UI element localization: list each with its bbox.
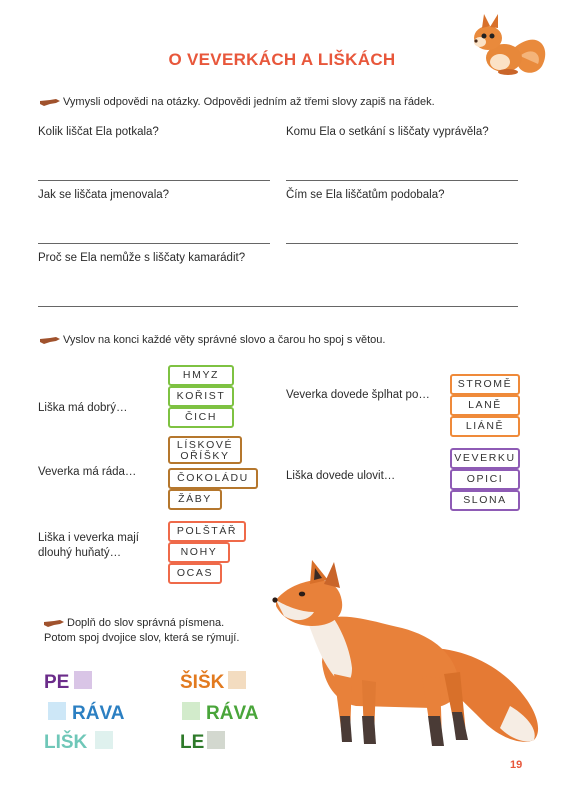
answer-line-4[interactable] [286,243,518,244]
option-opici[interactable]: OPICI [450,469,520,490]
section1-instruction: Vymysli odpovědi na otázky. Odpovědi jedním až třemi slovy zapiš na řádek. [63,96,435,108]
word-rava-1: RÁVA [72,703,125,724]
letter-box-sisk[interactable] [228,671,246,689]
sentence-liska-dobry: Liška má dobrý… [38,402,128,414]
option-veverku[interactable]: VEVERKU [450,448,520,469]
letter-box-lisk[interactable] [95,731,113,749]
word-le: LE [180,732,205,753]
sentence-veverka-rada: Veverka má ráda… [38,466,137,478]
option-ocas[interactable]: OCAS [168,563,222,584]
section2-instruction-row [40,334,385,346]
option-liskove-orisky[interactable] [168,436,242,464]
pointing-hand-icon [44,619,64,628]
question-3: Jak se liščata jmenovala? [38,189,170,201]
word-rava-2: RÁVA [206,703,259,724]
pointing-hand-icon [40,98,60,107]
letter-box-rava-2[interactable] [182,702,200,720]
fox-illustration [272,556,550,752]
option-zaby[interactable]: ŽÁBY [168,489,222,510]
question-4: Čím se Ela liščatům podobala? [286,189,445,201]
answer-line-2[interactable] [286,180,518,181]
page-number: 19 [510,759,523,771]
letter-box-pe[interactable] [74,671,92,689]
answer-line-5[interactable] [38,306,518,307]
word-sisk: ŠIŠK [180,672,225,693]
word-pe: PE [44,672,70,693]
section1-instruction-row [40,96,435,108]
letter-box-rava-1[interactable] [48,702,66,720]
section3-instruction-2: Potom spoj dvojice slov, která se rýmují. [44,632,240,644]
section2-instruction: Vyslov na konci každé věty správné slovo a čarou ho spoj s větou. [63,334,386,346]
answer-line-1[interactable] [38,180,270,181]
section3-instruction-1: Doplň do slov správná písmena. [67,617,225,629]
option-nohy[interactable]: NOHY [168,542,230,563]
answer-line-3[interactable] [38,243,270,244]
option-lane[interactable]: LANĚ [450,395,520,416]
sentence-ocas-line1: Liška i veverka mají [38,532,139,544]
option-cokoladu[interactable]: ČOKOLÁDU [168,468,258,489]
question-2: Komu Ela o setkání s liščaty vyprávěla? [286,126,489,138]
letter-box-le[interactable] [207,731,225,749]
option-strome[interactable]: STROMĚ [450,374,520,395]
word-lisk: LIŠK [44,732,88,753]
option-korist[interactable]: KOŘIST [168,386,234,407]
section3-instruction-row-1 [44,617,224,629]
pointing-hand-icon [40,336,60,345]
sentence-liska-ulovit: Liška dovede ulovit… [286,470,396,482]
option-cich[interactable]: ČICH [168,407,234,428]
page-title: O VEVERKÁCH A LIŠKÁCH [168,50,396,69]
option-slona[interactable]: SLONA [450,490,520,511]
sentence-ocas-line2: dlouhý huňatý… [38,547,122,559]
option-liane[interactable]: LIÁNĚ [450,416,520,437]
option-liskove-orisky-label: LÍSKOVÉ OŘÍŠKY [176,439,234,462]
option-polstar[interactable]: POLŠTÁŘ [168,521,246,542]
sentence-veverka-splhat: Veverka dovede šplhat po… [286,389,430,401]
question-1: Kolik liščat Ela potkala? [38,126,159,138]
question-5: Proč se Ela nemůže s liščaty kamarádit? [38,252,246,264]
option-hmyz[interactable]: HMYZ [168,365,234,386]
